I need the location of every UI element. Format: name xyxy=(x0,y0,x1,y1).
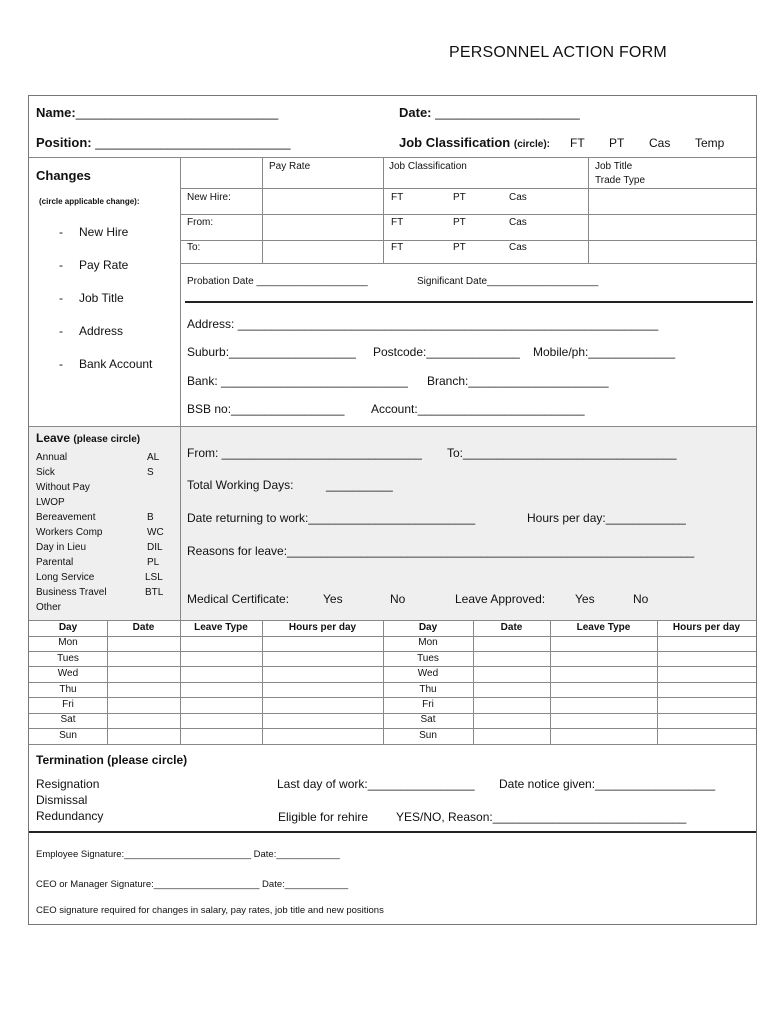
change-item-label: Pay Rate xyxy=(79,258,129,272)
jobclass-opt-temp[interactable]: Temp xyxy=(695,136,725,150)
change-item-new-hire[interactable] xyxy=(59,225,128,239)
leave-type-business-travel[interactable]: Business Travel xyxy=(36,587,107,598)
significant-date-field[interactable]: Significant Date____________________ xyxy=(417,276,599,287)
col-header-job-classification: Job Classification xyxy=(389,161,467,172)
jobclass-opt-ft[interactable]: FT xyxy=(570,136,585,150)
divider xyxy=(383,157,384,263)
total-working-days-label: Total Working Days: xyxy=(187,478,294,492)
change-item-pay-rate[interactable] xyxy=(59,258,128,272)
leave-code-business-travel[interactable]: BTL xyxy=(145,587,164,598)
termination-option-resignation[interactable]: Resignation xyxy=(36,777,100,791)
name-field[interactable] xyxy=(36,105,278,120)
date-field[interactable] xyxy=(399,105,580,120)
day-cell-mon: Mon xyxy=(58,637,78,648)
termination-option-dismissal[interactable]: Dismissal xyxy=(36,793,88,807)
col-header-date: Date xyxy=(132,622,155,633)
probation-date-field[interactable]: Probation Date ____________________ xyxy=(187,276,368,287)
day-cell-tues: Tues xyxy=(57,653,79,664)
jobclass-opt-pt[interactable]: PT xyxy=(609,136,625,150)
termination-title: Termination (please circle) xyxy=(36,753,188,767)
row-label-new-hire: New Hire: xyxy=(187,192,231,203)
ceo-signature-field[interactable]: CEO or Manager Signature:____________________ Date:____________ xyxy=(36,879,349,890)
name-label: Name: xyxy=(36,105,76,120)
dash: - xyxy=(59,324,63,338)
change-item-job-title[interactable] xyxy=(59,291,124,305)
rehire-reason-field[interactable]: YES/NO, Reason:_____________________________ xyxy=(396,810,687,824)
bank-field[interactable]: Bank: ____________________________ xyxy=(187,374,408,388)
reasons-for-leave-field[interactable]: Reasons for leave:_____________________________________________________________ xyxy=(187,544,695,558)
divider xyxy=(29,744,756,745)
leave-type-long-service[interactable]: Long Service xyxy=(36,572,95,583)
day-cell-thu-2: Thu xyxy=(419,684,437,695)
changes-hint: (circle applicable change): xyxy=(39,197,140,206)
suburb-field[interactable]: Suburb:___________________ xyxy=(187,345,356,359)
col-header-date-2: Date xyxy=(500,622,523,633)
change-item-label: Job Title xyxy=(79,291,124,305)
jobclass-opt-cas[interactable]: Cas xyxy=(649,136,671,150)
col-header-day: Day xyxy=(58,622,78,633)
name-line: ____________________________ xyxy=(75,105,279,120)
divider xyxy=(29,426,756,427)
divider xyxy=(29,697,756,698)
leave-code-annual[interactable]: AL xyxy=(147,452,160,463)
leave-to-field[interactable]: To:________________________________ xyxy=(447,446,677,460)
dash: - xyxy=(59,258,63,272)
signature-note: CEO signature required for changes in salary, pay rates, job title and new positions xyxy=(36,905,384,916)
divider xyxy=(180,240,756,241)
leave-code-sick[interactable]: S xyxy=(147,467,154,478)
day-cell-fri-2: Fri xyxy=(422,699,434,710)
medical-certificate-label: Medical Certificate: xyxy=(187,592,290,606)
divider xyxy=(180,214,756,215)
position-label: Position: xyxy=(36,135,92,150)
mobile-field[interactable]: Mobile/ph:_____________ xyxy=(533,345,676,359)
change-item-label: New Hire xyxy=(79,225,129,239)
col-header-hours-per-day-2: Hours per day xyxy=(672,622,741,633)
leave-title-hint: (please circle) xyxy=(73,434,141,445)
leave-type-lwop[interactable]: LWOP xyxy=(36,497,65,508)
date-label: Date: xyxy=(399,105,432,120)
date-line: ____________________ xyxy=(435,105,580,120)
leave-code-workers-comp[interactable]: WC xyxy=(147,527,164,538)
divider xyxy=(29,682,756,683)
postcode-field[interactable]: Postcode:______________ xyxy=(373,345,520,359)
leave-approved-label: Leave Approved: xyxy=(455,592,546,606)
row-label-from: From: xyxy=(187,217,214,228)
approved-yes-option[interactable]: Yes xyxy=(575,592,595,606)
col-header-day-2: Day xyxy=(418,622,438,633)
opt-cas[interactable]: Cas xyxy=(509,217,527,228)
divider xyxy=(29,666,756,667)
medical-yes-option[interactable]: Yes xyxy=(323,592,343,606)
divider xyxy=(29,620,756,621)
termination-option-redundancy[interactable]: Redundancy xyxy=(36,809,104,823)
leave-type-sick[interactable]: Sick xyxy=(36,467,55,478)
opt-pt[interactable]: PT xyxy=(453,192,466,203)
change-item-label: Address xyxy=(79,324,124,338)
col-header-leave-type: Leave Type xyxy=(194,622,248,633)
bsb-field[interactable]: BSB no:_________________ xyxy=(187,402,345,416)
leave-type-without-pay[interactable]: Without Pay xyxy=(36,482,90,493)
col-header-job-title: Job Title xyxy=(595,161,633,172)
opt-cas[interactable]: Cas xyxy=(509,192,527,203)
job-classification-field xyxy=(399,135,550,150)
medical-no-option[interactable]: No xyxy=(390,592,406,606)
leave-from-field[interactable]: From: ______________________________ xyxy=(187,446,422,460)
leave-type-other[interactable]: Other xyxy=(36,602,62,613)
opt-cas[interactable]: Cas xyxy=(509,242,527,253)
leave-title-text: Leave xyxy=(36,431,71,445)
divider xyxy=(185,301,753,303)
leave-type-day-in-lieu[interactable]: Day in Lieu xyxy=(36,542,87,553)
change-item-bank-account[interactable] xyxy=(59,357,152,371)
day-cell-sun: Sun xyxy=(59,730,77,741)
approved-no-option[interactable]: No xyxy=(633,592,649,606)
branch-field[interactable]: Branch:_____________________ xyxy=(427,374,609,388)
divider xyxy=(180,157,181,620)
leave-type-annual[interactable]: Annual xyxy=(36,452,68,463)
hours-per-day-field[interactable]: Hours per day:____________ xyxy=(527,511,686,525)
opt-ft[interactable]: FT xyxy=(391,242,404,253)
leave-code-long-service[interactable]: LSL xyxy=(145,572,163,583)
divider xyxy=(180,188,756,189)
row-label-to: To: xyxy=(187,242,201,253)
divider xyxy=(262,157,263,263)
opt-pt[interactable]: PT xyxy=(453,217,466,228)
day-cell-sun-2: Sun xyxy=(419,730,437,741)
divider xyxy=(29,728,756,729)
day-cell-thu: Thu xyxy=(59,684,77,695)
total-working-days-field[interactable]: __________ xyxy=(326,478,393,492)
job-classification-label: Job Classification xyxy=(399,135,511,150)
divider xyxy=(29,157,756,158)
personnel-form xyxy=(28,95,757,925)
leave-title xyxy=(36,431,140,445)
leave-code-bereavement[interactable]: B xyxy=(147,512,154,523)
account-field[interactable]: Account:_________________________ xyxy=(371,402,585,416)
opt-pt[interactable]: PT xyxy=(453,242,466,253)
day-cell-sat: Sat xyxy=(60,714,76,725)
leave-type-parental[interactable]: Parental xyxy=(36,557,74,568)
job-classification-circle: (circle): xyxy=(513,139,550,150)
changes-title: Changes xyxy=(36,168,91,183)
employee-signature-field[interactable]: Employee Signature:________________________ Date:____________ xyxy=(36,849,340,860)
divider xyxy=(29,651,756,652)
divider xyxy=(180,263,756,264)
day-cell-sat-2: Sat xyxy=(420,714,436,725)
day-cell-wed: Wed xyxy=(57,668,79,679)
dash: - xyxy=(59,291,63,305)
day-cell-wed-2: Wed xyxy=(417,668,439,679)
col-header-trade-type: Trade Type xyxy=(595,175,646,186)
change-item-label: Bank Account xyxy=(79,357,153,371)
position-field[interactable] xyxy=(36,135,290,150)
date-returning-field[interactable]: Date returning to work:_________________________ xyxy=(187,511,476,525)
day-cell-mon-2: Mon xyxy=(418,637,438,648)
opt-ft[interactable]: FT xyxy=(391,217,404,228)
day-cell-tues-2: Tues xyxy=(417,653,439,664)
col-header-pay-rate: Pay Rate xyxy=(269,161,311,172)
opt-ft[interactable]: FT xyxy=(391,192,404,203)
divider xyxy=(588,157,589,263)
address-field[interactable]: Address: _______________________________________________________________ xyxy=(187,317,659,331)
page-title: PERSONNEL ACTION FORM xyxy=(449,44,667,61)
position-line: ___________________________ xyxy=(95,135,291,150)
dash: - xyxy=(59,225,63,239)
leave-type-bereavement[interactable]: Bereavement xyxy=(36,512,96,523)
last-day-of-work-field[interactable]: Last day of work:________________ xyxy=(277,777,475,791)
day-cell-fri: Fri xyxy=(62,699,74,710)
col-header-leave-type-2: Leave Type xyxy=(576,622,631,633)
col-header-hours-per-day: Hours per day xyxy=(288,622,357,633)
leave-code-parental[interactable]: PL xyxy=(147,557,160,568)
divider xyxy=(29,831,756,833)
eligible-for-rehire-label: Eligible for rehire xyxy=(278,810,369,824)
leave-code-day-in-lieu[interactable]: DIL xyxy=(147,542,163,553)
leave-type-workers-comp[interactable]: Workers Comp xyxy=(36,527,103,538)
change-item-address[interactable] xyxy=(59,324,123,338)
dash: - xyxy=(59,357,63,371)
date-notice-given-field[interactable]: Date notice given:__________________ xyxy=(499,777,716,791)
